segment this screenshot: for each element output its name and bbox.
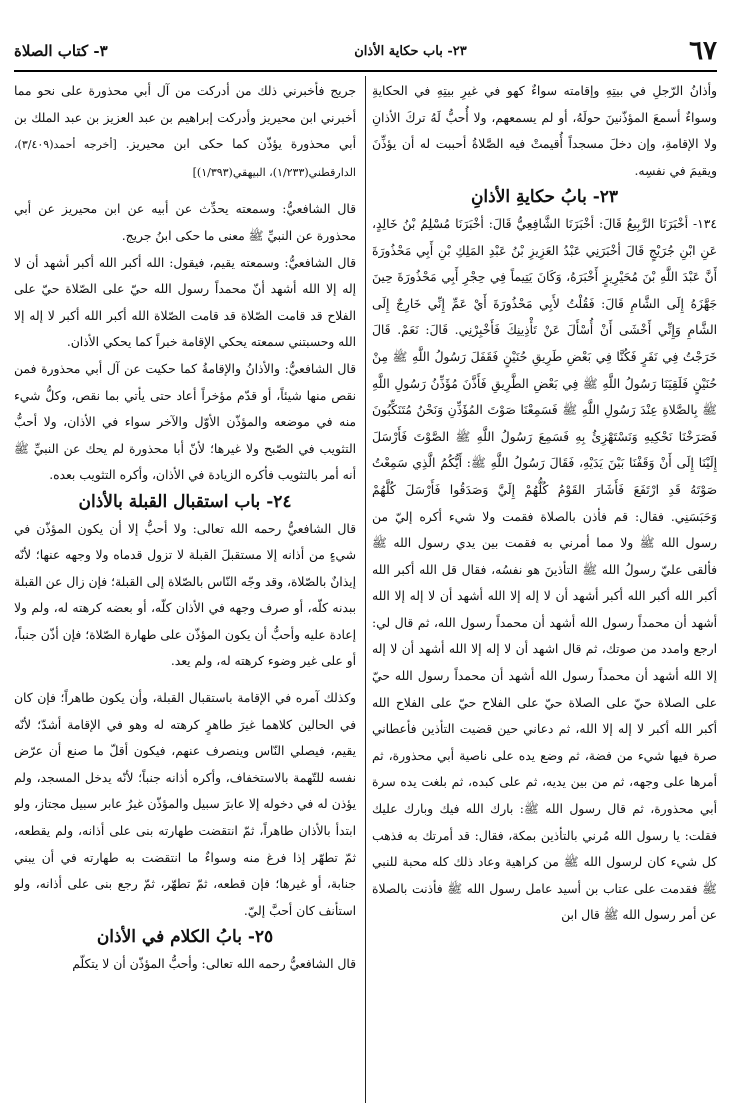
- column-divider: [365, 76, 366, 1103]
- intro-paragraph: وأذانُ الرّجلِ في بيتِهِ وإقامته سواءٌ كهو في غيرِ بيتِهِ في الحكايةِ وسواءٌ أسمعَ المؤذّنينَ حولَهُ، أو لم يسمعهم، ولا أُحبُّ لَهُ تركَ الأذانِ ولا الإقامةِ، وإن دخلَ مسجداً أُقيمتْ فيه الصَّلاةُ أحببت له أن يؤذِّنَ ويقيمَ في نفسِه.: [372, 84, 717, 178]
- page-number: ٦٧: [689, 36, 717, 66]
- paragraph-adhan-ruling: قال الشافعيُّ: والأذانُ والإقامةُ كما حكيت عن آل أبي محذورة فمن نقص منها شيئاً، أو قدّم مؤخراً أعاد حتى يأتي بما نقص، وكلُّ شيء منه في موضعه والمؤذّن الأوّل والآخر سواء في الأذان، ولا أحبُّ التثويب في الصّبح ولا غيرها؛ لأنّ أبا محذورة لم يحك عن النبيِّ ﷺ أنه أمر بالتثويب فأكره الزيادة في الأذان، وأكره التثويب بعده.: [14, 361, 356, 483]
- takhrij-reference: [أخرجه أحمد(٣/٤٠٩)، الدارقطني(١/٢٣٣)، البيهقي(١/٣٩٣)]: [14, 138, 356, 179]
- paragraph-iqama: قال الشافعيُّ: وسمعته يقيم، فيقول: الله أكبر الله أكبر أشهد أن لا إله إلا الله أشهد أنّ محمداً رسول الله حيّ على الصّلاة حيّ على الفلاح قد قامت الصّلاة قد قامت الصّلاة الله أكبر الله أكبر لا إله إلا الله وحسبتني سمعته يحكي الإقامة خبراً كما يحكي الأذان.: [14, 255, 356, 350]
- left-column: [14, 78, 356, 1103]
- right-column: [372, 78, 717, 1103]
- paragraph-iqama-purity: وكذلك آمره في الإقامة باستقبال القبلة، وأن يكون طاهراً؛ فإن كان في الحالين كلاهما غيرَ طاهرٍ كرهته له وهو في الإقامة أشدّ؛ لأنّه يقيم، فيصلي النّاس وينصرف عنهم، فيكون أقلّ ما صنع أن عرّض نفسه للتّهمة بالاستخفاف، وأكره أذانه جنباً؛ لأنّه يدخل المسجد، ولم يؤذن له في دخوله إلا عابرَ سبيل والمؤذّن غيرُ عابر سبيل مجتاز، ولو ابتدأ بالأذان طاهراً، ثمّ انتقضت طهارته بنى على أذانه، ولم يقطعه، ثمّ تطهّر إذا فرغ منه وسواءٌ ما انتقضت به طهارته في أن يبني جنابة، أو غيرها؛ فإن قطعه، ثمّ تطهّر، ثمّ رجع بنى على أذانه، ولو استأنف كان أحبَّ إليّ.: [14, 691, 356, 918]
- section-heading-23: ٢٣- بابُ حكايةِ الأذانِ: [470, 187, 619, 208]
- paragraph-qibla: قال الشافعيُّ رحمه الله تعالى: ولا أحبُّ إلا أن يكون المؤذّن في شيءٍ من أذانه إلا مستقبلَ القبلة لا تزول قدماه ولا وجهه عنها؛ لأنّه إيذانٌ بالصّلاة، وقد وجّه النّاس بالصّلاة إلى القبلة؛ فإن زال عن القبلة ببدنه كلّه، أو صرف وجهه في الأذان كلّه، أو بعضه كرهته له، ولم ولا إعادة عليه وأحبُّ أن يكون المؤذّن على طهارة الصّلاة؛ فإن أذّن جنباً، أو على غير وضوء كرهته له، ولم يعد.: [14, 521, 356, 669]
- running-book-title: ٣- كتاب الصلاة: [14, 42, 108, 60]
- paragraph-speech: قال الشافعيُّ رحمه الله تعالى: وأحبُّ المؤذّن أن لا يتكلّم: [72, 957, 356, 971]
- running-chapter-title: ٢٣- باب حكاية الأذان: [354, 43, 467, 59]
- section-heading-24: ٢٤- باب استقبال القبلة بالأذان: [78, 491, 292, 512]
- paragraph-shafii-1: قال الشافعيُّ: وسمعته يحدِّث عن أبيه عن ابن محيريز عن أبي محذورة عن النبيِّ ﷺ معنى ما حكى ابنُ جريج.: [14, 202, 356, 243]
- section-heading-25: ٢٥- بابُ الكلام في الأذان: [96, 927, 274, 948]
- paragraph-continuation: جريج فأخبرني ذلك من أدركت من آل أبي محذورة على نحو مما أخبرني ابن محيريز وأدركت إبراهيم بن عبد العزيز بن عبد الملك بن أبي محذورة يؤذّن كما حكى ابن محيريز. [أخرجه أحمد(٣/٤٠٩)، الدارقطني(١/٢٣٣)، البيهقي(١/٣٩٣)]: [14, 84, 356, 179]
- page-header: [14, 34, 717, 68]
- hadith-134: ١٣٤- أخْبَرَنَا الرَّبِيعُ قَالَ: أخْبَرَنَا الشَّافِعِيُّ قَالَ: أخْبَرَنَا مُسْلِمُ بْنُ خَالِدٍ، عَنِ ابْنِ جُرَيْجٍ قَالَ أخْبَرَنِي عَبْدُ العَزِيزِ بْنُ عَبْدِ المَلِكِ بْنِ أَبِي مَحْذُورَةَ أَنَّ عَبْدَ اللَّهِ بْنَ مُحَيْرِيزٍ أَخْبَرَهُ، وَكَانَ يَتِيماً فِي حِجْرِ أَبِي مَحْذُورَةَ حِينَ جَهَّزَهُ إِلَى الشَّامِ قَالَ: فَقُلْتُ لأَبِي مَحْذُورَةَ أَيْ عَمِّ إِنِّي خَارِجٌ إِلَى الشَّامِ وَإِنِّي أَخْشَى أَنْ أُسْأَلَ عَنْ تَأْذِينِكَ فَأَخْبِرْنِي. قَالَ: نَعَمْ. قَالَ خَرَجْتُ فِي نَفَرٍ فَكُنَّا فِي بَعْضِ طَرِيقِ حُنَيْنٍ فَقَفَلَ رَسُولُ اللَّهِ ﷺ مِنْ حُنَيْنٍ فَلَقِيَنَا رَسُولُ اللَّهِ ﷺ فِي بَعْضِ الطَّرِيقِ فَأَذَّنَ مُؤَذِّنُ رَسُولِ اللَّهِ ﷺ بِالصَّلاةِ عِنْدَ رَسُولِ اللَّهِ ﷺ فَسَمِعْنَا صَوْتَ المُؤَذِّنِ وَنَحْنُ مُتَنَكِّبُونَ فَصَرَخْنَا نَحْكِيهِ وَنَسْتَهْزِئُ بِهِ فَسَمِعَ رَسُولُ اللَّهِ ﷺ الصَّوْتَ فَأَرْسَلَ إِلَيْنَا إِلَى أَنْ وَقَفْنَا بَيْنَ يَدَيْهِ، فَقَالَ رَسُولُ اللَّهِ ﷺ: أَيُّكُمُ الَّذِي سَمِعْتُ صَوْتَهُ قَدِ ارْتَفَعَ فَأَشَارَ القَوْمُ كُلُّهُمْ إِلَيَّ وَصَدَقُوا فَأَرْسَلَ كُلَّهُمْ وَحَبَسَنِي. فقال: قم فأذن بالصلاة فقمت ولا شيء أكره إليّ من رسول الله ﷺ ولا مما أمرني به فقمت بين يدي رسول الله ﷺ فألقى عليّ رسولُ الله ﷺ التأذينَ هو نفسُه، فقال قل الله أكبر الله أكبر الله أكبر الله أكبر أشهد أن لا إله إلا الله أشهد أن لا إله إلا الله أشهد أن محمداً رسول الله أشهد أن محمداً رسول الله، ثم قال لي: ارجع وامدد من صوتك، ثم قال اشهد أن لا إله إلا الله أشهد أن لا إله إلا الله أشهد أن محمداً رسول الله أشهد أن محمداً رسول الله حيّ على الصلاة حيّ على الصلاة حيّ على الفلاح حيّ على الفلاح الله أكبر الله أكبر لا إله إلا الله، ثم دعاني حين قضيت التأذين فأعطاني صرة فيها شيء من فضة، ثم وضع يده على ناصية أبي محذورة، ثم أمرها على وجهه، ثم من بين يديه، ثم على كبده، ثم بلغت يده سرة أبي محذورة، ثم قال رسول الله ﷺ: بارك الله فيك وبارك عليك فقلت: يا رسول الله مُرني بالتأذين بمكة، فقال: قد أمرتك به فذهب كل شيء كان لرسول الله ﷺ من كراهية وعاد ذلك كله محبة للنبي ﷺ فقدمت على عتاب بن أسيد عامل رسول الله ﷺ فأذنت بالصلاة عن أمر رسول الله ﷺ قال ابن: [372, 216, 717, 923]
- header-rule: [14, 70, 717, 72]
